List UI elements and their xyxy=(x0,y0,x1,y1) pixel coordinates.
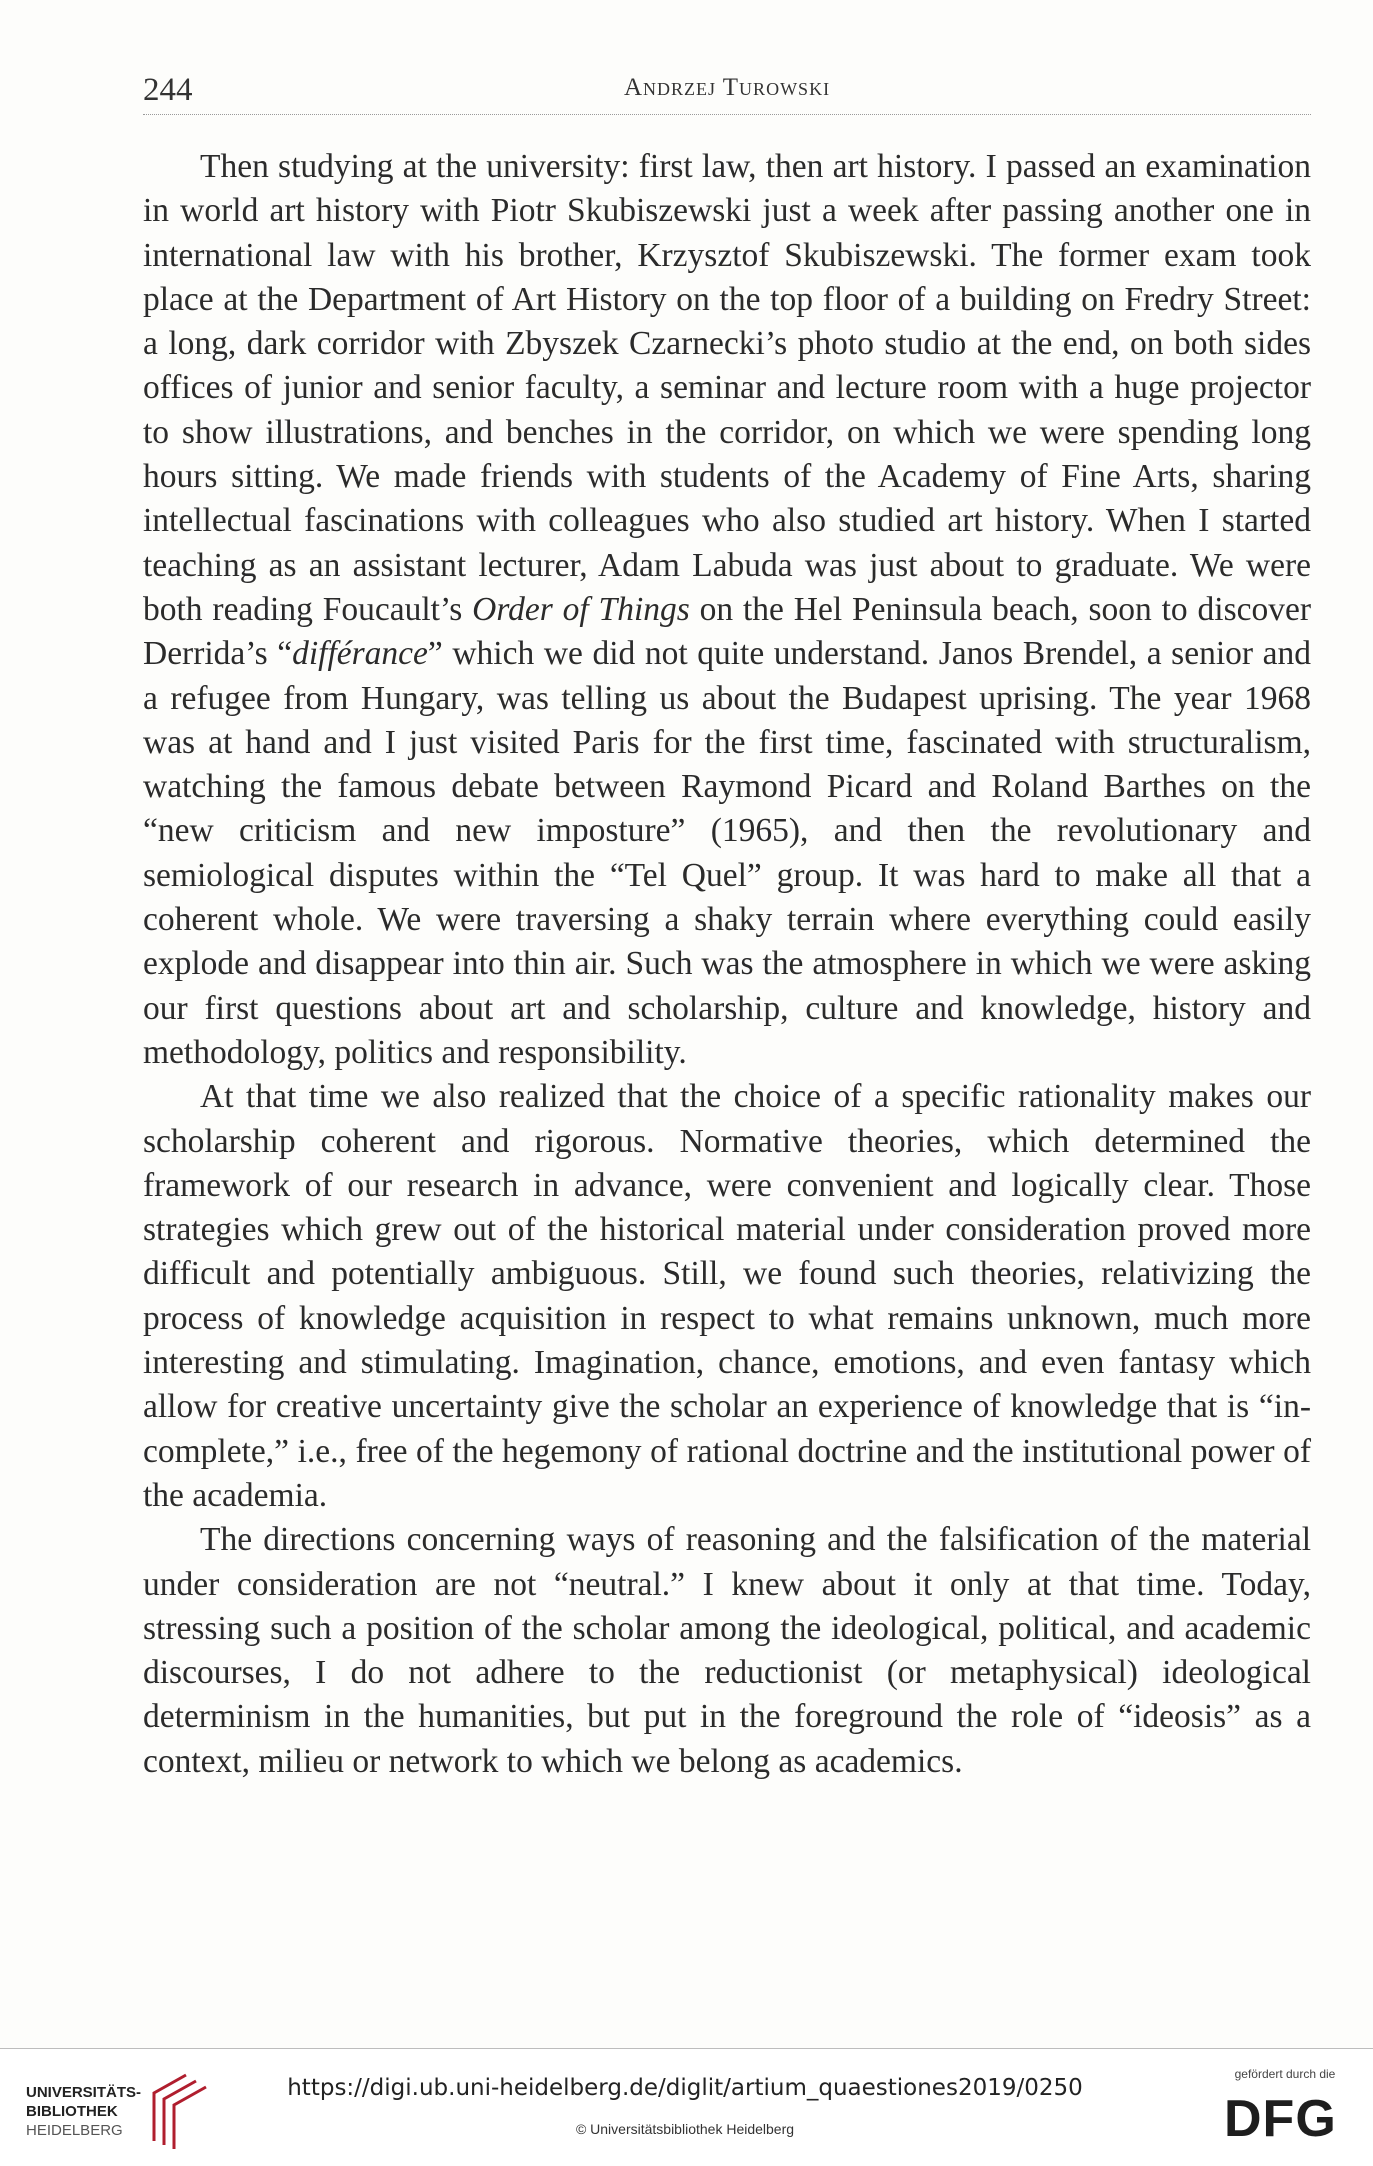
body-text xyxy=(143,145,1311,1784)
library-emblem-icon xyxy=(146,2071,216,2151)
page-number: 244 xyxy=(143,72,193,108)
digitization-footer xyxy=(0,2048,1373,2166)
book-title: Order of Things xyxy=(472,590,690,628)
paragraph-3: The directions concerning ways of reasoning and the falsification of the material under consideration are not “neutral.” I knew about it only at that time. Today, stressing such a position of the scholar among the ideological, political, and academic discourses, I do not adhere to the reductionist (or metaphysical) ideological determinism in the humanities, but put in the foreground the role of “ideosis” as a context, milieu or network to which we belong as academics. xyxy=(143,1521,1311,1780)
source-url[interactable]: https://digi.ub.uni-heidelberg.de/diglit/artium_quaestiones2019/0250 xyxy=(287,2075,1083,2101)
library-name: UNIVERSITÄTS- BIBLIOTHEK HEIDELBERG xyxy=(26,2084,142,2139)
copyright-notice: © Universitätsbibliothek Heidelberg xyxy=(575,2121,795,2137)
page-header xyxy=(143,70,1311,115)
running-head: Andrzej Turowski xyxy=(623,74,831,101)
dfg-badge[interactable] xyxy=(1210,2067,1360,2157)
funding-note: gefördert durch die xyxy=(1234,2067,1336,2081)
dfg-logo: DFG xyxy=(1224,2090,1337,2148)
term-differance: différance xyxy=(292,635,428,673)
paragraph-2: At that time we also realized that the choice of a specific rationality makes our scholarship coherent and rigorous. Normative theories, which determined the framework of our research in advance, were convenient and logically clear. Those strategies which grew out of the historical material under consideration proved more difficult and potentially ambiguous. Still, we found such theories, relativizing the process of knowledge acquisition in respect to what remains unknown, much more interesting and stimulating. Imagination, chance, emotions, and even fantasy which allow for creative uncertainty give the scholar an experience of knowledge that is “in-complete,” i.e., free of the hegemony of rational doctrine and the institutional power of the academia. xyxy=(143,1078,1311,1514)
library-logo[interactable] xyxy=(26,2071,236,2151)
paragraph-1: Then studying at the university: first law, then art history. I passed an examination in world art history with Piotr Skubiszewski just a week after passing another one in international law with his brother, Krzysztof Skubiszewski. The former exam took place at the Department of Art History on the top floor of a building on Fredry Street: a long, dark corridor with Zbyszek Czarnecki’s photo studio at the end, on both sides offices of junior and senior faculty, a seminar and lecture room with a huge projector to show illustrations, and benches in the corridor, on which we were spending long hours sitting. We made friends with students of the Academy of Fine Arts, sharing intellectual fascinations with colleagues who also studied art history. When I started teaching as an assistant lecturer, Adam Labuda was just about to graduate. We were both reading Foucault’s Order of Things on the Hel Peninsula beach, soon to discover Derrida’s “différance” which we did not quite understand. Janos Brendel, a senior and a refugee from Hungary, was telling us about the Budapest uprising. The year 1968 was at hand and I just visited Paris for the first time, fascinated with structuralism, watching the famous debate between Raymond Picard and Roland Barthes on the “new criticism and new imposture” (1965), and then the revolutionary and semiological disputes within the “Tel Quel” group. It was hard to make all that a coherent whole. We were traversing a shaky terrain where everything could easily explode and disappear into thin air. Such was the atmosphere in which we were asking our first questions about art and scholarship, culture and knowledge, history and methodology, politics and responsibility. xyxy=(143,148,1311,1071)
